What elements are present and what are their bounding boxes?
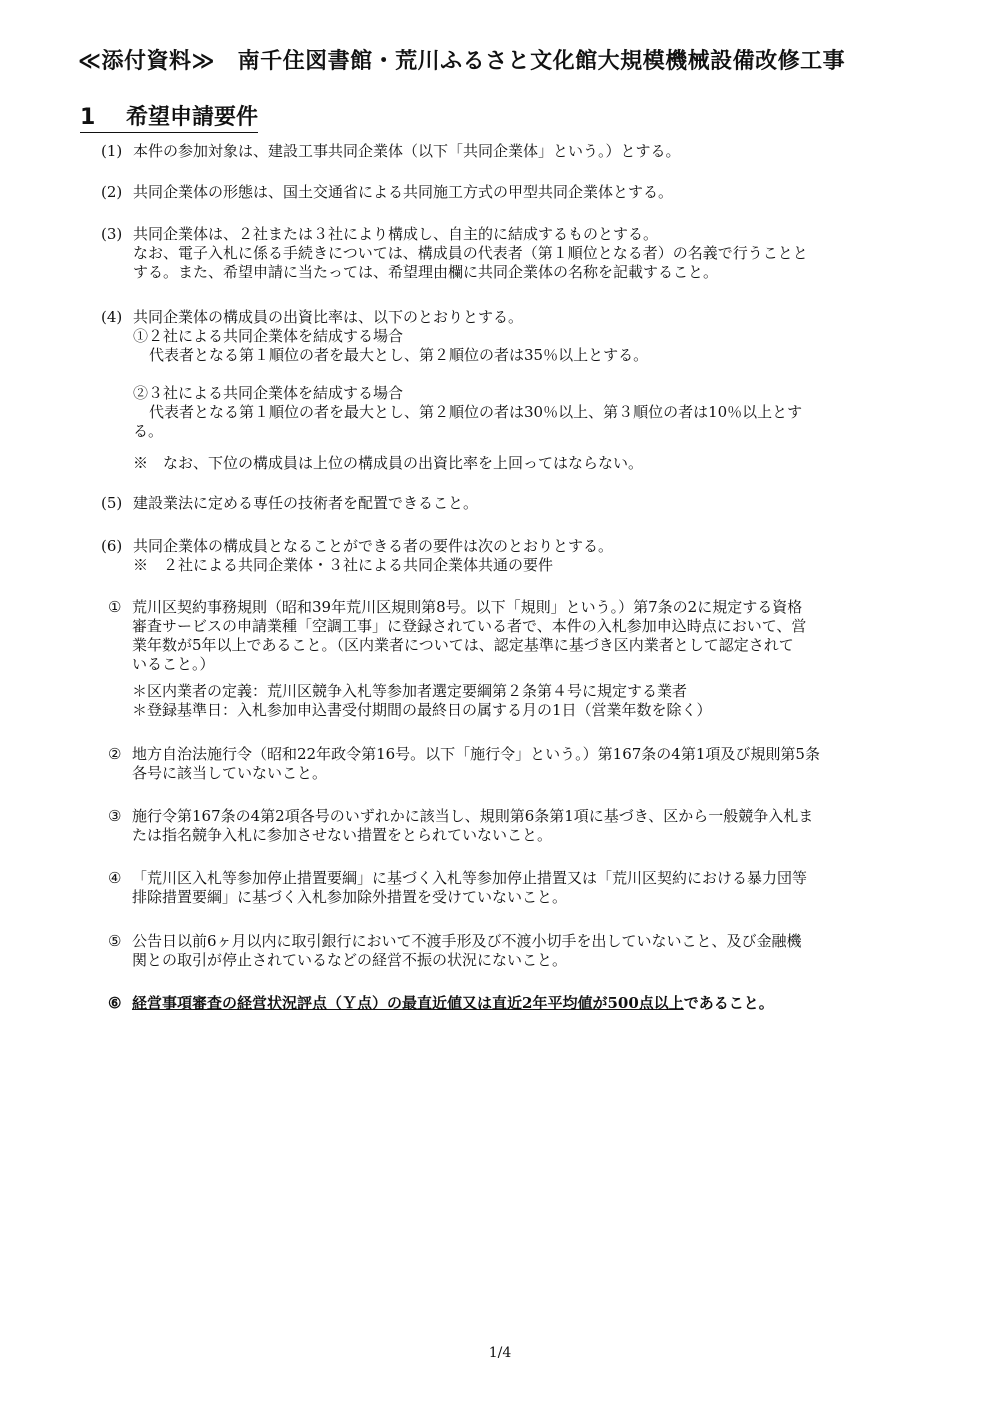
condition-1-line-2: 審査サービスの申請業種「空調工事」に登録されている者で、本件の入札参加申込時点において、営 (132, 617, 807, 635)
condition-1-line-4: いること。） (132, 655, 215, 673)
condition-2 (108, 745, 820, 763)
condition-4-line-2: 排除措置要綱」に基づく入札参加除外措置を受けていないこと。 (132, 888, 568, 906)
page-number: 1/4 (488, 1345, 512, 1361)
condition-number: ① (108, 598, 122, 616)
condition-3-line-2: たは指名競争入札に参加させない措置をとられていないこと。 (132, 826, 553, 844)
condition-text-rest: であること。 (683, 994, 774, 1012)
condition-5-line-2: 関との取引が停止されているなどの経営不振の状況にないこと。 (132, 951, 568, 969)
item-text: 共同企業体の構成員となることができる者の要件は次のとおりとする。 (133, 537, 614, 555)
condition-text: 荒川区契約事務規則（昭和39年荒川区規則第8号。以下「規則」という。）第7条の2に規定する資格 (132, 598, 803, 616)
section-title: 希望申請要件 (126, 105, 259, 130)
condition-text: 公告日以前6ヶ月以内に取引銀行において不渡手形及び不渡小切手を出していないこと、及び金融機 (132, 932, 802, 950)
condition-text: 地方自治法施行令（昭和22年政令第16号。以下「施行令」という。）第167条の4第1項及び規則第5条 (132, 745, 820, 763)
section-number: 1 (80, 105, 96, 130)
item-text: 共同企業体は、２社または３社により構成し、自主的に結成するものとする。 (133, 225, 659, 243)
item-6-note: ※ ２社による共同企業体・３社による共同企業体共通の要件 (133, 556, 554, 574)
item-5 (101, 494, 478, 512)
item-6 (101, 537, 613, 555)
condition-2-line-2: 各号に該当していないこと。 (132, 764, 328, 782)
item-text: 建設業法に定める専任の技術者を配置できること。 (133, 494, 479, 512)
item-3 (101, 225, 658, 243)
condition-1-line-3: 業年数が5年以上であること。（区内業者については、認定基準に基づき区内業者として認定されて (132, 636, 794, 654)
condition-1 (108, 598, 802, 616)
item-number: (6) (101, 537, 123, 555)
item-4-sub-2-continuation: る。 (133, 422, 164, 440)
condition-number: ② (108, 745, 122, 763)
item-text: 共同企業体の構成員の出資比率は、以下のとおりとする。 (133, 308, 524, 326)
condition-number: ③ (108, 807, 122, 825)
condition-text-underlined: 経営事項審査の経営状況評点（Ｙ点）の最直近値又は直近2年平均値が500点以上 (132, 994, 684, 1012)
item-number: (4) (101, 308, 123, 326)
condition-1-note-2: ＊登録基準日：入札参加申込書受付期間の最終日の属する月の1日（営業年数を除く） (132, 701, 712, 719)
item-3-line-2: なお、電子入札に係る手続きについては、構成員の代表者（第１順位となる者）の名義で行うことと (133, 244, 808, 262)
item-4 (101, 308, 523, 326)
item-2 (101, 183, 673, 201)
condition-text: 施行令第167条の4第2項各号のいずれかに該当し、規則第6条第1項に基づき、区から一般競争入札ま (132, 807, 814, 825)
condition-number: ⑥ (108, 994, 122, 1012)
item-number: (2) (101, 183, 123, 201)
condition-number: ④ (108, 869, 122, 887)
item-4-note: ※ なお、下位の構成員は上位の構成員の出資比率を上回ってはならない。 (133, 454, 644, 472)
item-4-sub-1-body: 代表者となる第１順位の者を最大とし、第２順位の者は35％以上とする。 (149, 346, 649, 364)
item-number: (3) (101, 225, 123, 243)
item-number: (1) (101, 142, 123, 160)
condition-6 (108, 994, 774, 1012)
document-title: ≪添付資料≫ 南千住図書館・荒川ふるさと文化館大規模機械設備改修工事 (78, 49, 846, 74)
condition-5 (108, 932, 802, 950)
item-number: (5) (101, 494, 123, 512)
item-4-sub-1-heading: ①２社による共同企業体を結成する場合 (133, 327, 404, 345)
condition-1-note-1: ＊区内業者の定義：荒川区競争入札等参加者選定要綱第２条第４号に規定する業者 (132, 682, 688, 700)
item-1 (101, 142, 681, 160)
item-3-line-3: する。また、希望申請に当たっては、希望理由欄に共同企業体の名称を記載すること。 (133, 263, 719, 281)
condition-4 (108, 869, 807, 887)
section-heading (80, 100, 258, 133)
item-4-sub-2-body: 代表者となる第１順位の者を最大とし、第２順位の者は30％以上、第３順位の者は10％以上とす (149, 403, 803, 421)
item-text: 本件の参加対象は、建設工事共同企業体（以下「共同企業体」という。）とする。 (133, 142, 681, 160)
condition-text: 「荒川区入札等参加停止措置要綱」に基づく入札等参加停止措置又は「荒川区契約における暴力団等 (132, 869, 808, 887)
condition-3 (108, 807, 813, 825)
condition-number: ⑤ (108, 932, 122, 950)
item-text: 共同企業体の形態は、国土交通省による共同施工方式の甲型共同企業体とする。 (133, 183, 674, 201)
item-4-sub-2-heading: ②３社による共同企業体を結成する場合 (133, 384, 404, 402)
